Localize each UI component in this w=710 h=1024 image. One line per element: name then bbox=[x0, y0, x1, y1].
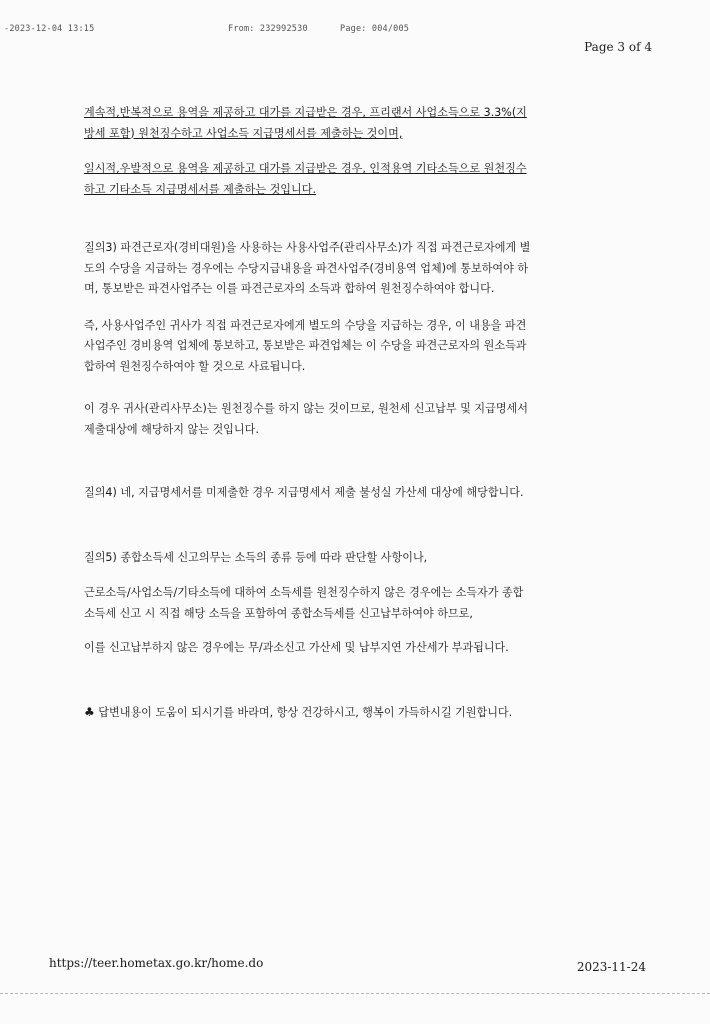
paragraph-question-5: 질의5) 종합소득세 신고의무는 소득의 종류 등에 따라 판단할 사항이나, bbox=[84, 550, 428, 564]
paragraph-question-4: 질의4) 네, 지급명세서를 미제출한 경우 지급명세서 제출 불성실 가산세 대상에 해당합니다. bbox=[84, 486, 524, 499]
paragraph-question-5-penalty: 이를 신고납부하지 않은 경우에는 무/과소신고 가산세 및 납부지연 가산세가 부과됩니다. bbox=[84, 641, 509, 654]
paragraph-question-3-summary: 즉, 사용사업주인 귀사가 직접 파견근로자에게 별도의 수당을 지급하는 경우, 이 내용을 파견사업주인 경비용역 업체에 통보하고, 통보받은 파견업체는 이 수당을 파견근로자의 원소득과 합하여 원천징수하여야 할 것으로 사료됩니다. bbox=[84, 318, 527, 373]
footer-date: 2023-11-24 bbox=[576, 960, 646, 974]
page-bottom-divider bbox=[0, 993, 710, 994]
paragraph-closing bbox=[84, 702, 534, 724]
paragraph-question-3: 질의3) 파견근로자(경비대원)을 사용하는 사용사업주(관리사무소)가 직접 파견근로자에게 별도의 수당을 지급하는 경우에는 수당지급내용을 파견사업주(경비용역 업체)에 통보하여야 하며, 통보받은 파견사업주는 이를 파견근로자의 소득과 합하여 원천징수하여야 합니다. bbox=[84, 241, 531, 295]
paragraph-question-3-conclusion: 이 경우 귀사(관리사무소)는 원천징수를 하지 않는 것이므로, 원천세 신고납부 및 지급명세서 제출대상에 해당하지 않는 것입니다. bbox=[84, 402, 528, 436]
paragraph-question-5-detail: 근로소득/사업소득/기타소득에 대하여 소득세를 원천징수하지 않은 경우에는 소득자가 종합소득세 신고 시 직접 해당 소득을 포함하여 종합소득세를 신고납부하여야 하므로, bbox=[84, 586, 524, 620]
club-icon: ♣ bbox=[84, 704, 95, 719]
paragraph-freelancer-income: 계속적,반복적으로 용역을 제공하고 대가를 지급받은 경우, 프리랜서 사업소득으로 3.3%(지방세 포함) 원천징수하고 사업소득 지급명세서를 제출하는 것이며, bbox=[84, 106, 527, 140]
page-number: Page 3 of 4 bbox=[584, 40, 652, 54]
document-body bbox=[84, 103, 534, 723]
paragraph-other-income: 일시적,우발적으로 용역을 제공하고 대가를 지급받은 경우, 인적용역 기타소득으로 원천징수하고 기타소득 지급명세서를 제출하는 것입니다. bbox=[84, 162, 527, 196]
footer-url: https://teer.hometax.go.kr/home.do bbox=[49, 956, 264, 970]
fax-header-page: Page: 004/005 bbox=[340, 24, 410, 34]
fax-header-date: -2023-12-04 13:15 bbox=[4, 24, 95, 34]
fax-header-from: From: 232992530 bbox=[228, 24, 308, 34]
closing-text: 답변내용이 도움이 되시기를 바라며, 항상 건강하시고, 행복이 가득하시길 기원합니다. bbox=[94, 705, 513, 719]
